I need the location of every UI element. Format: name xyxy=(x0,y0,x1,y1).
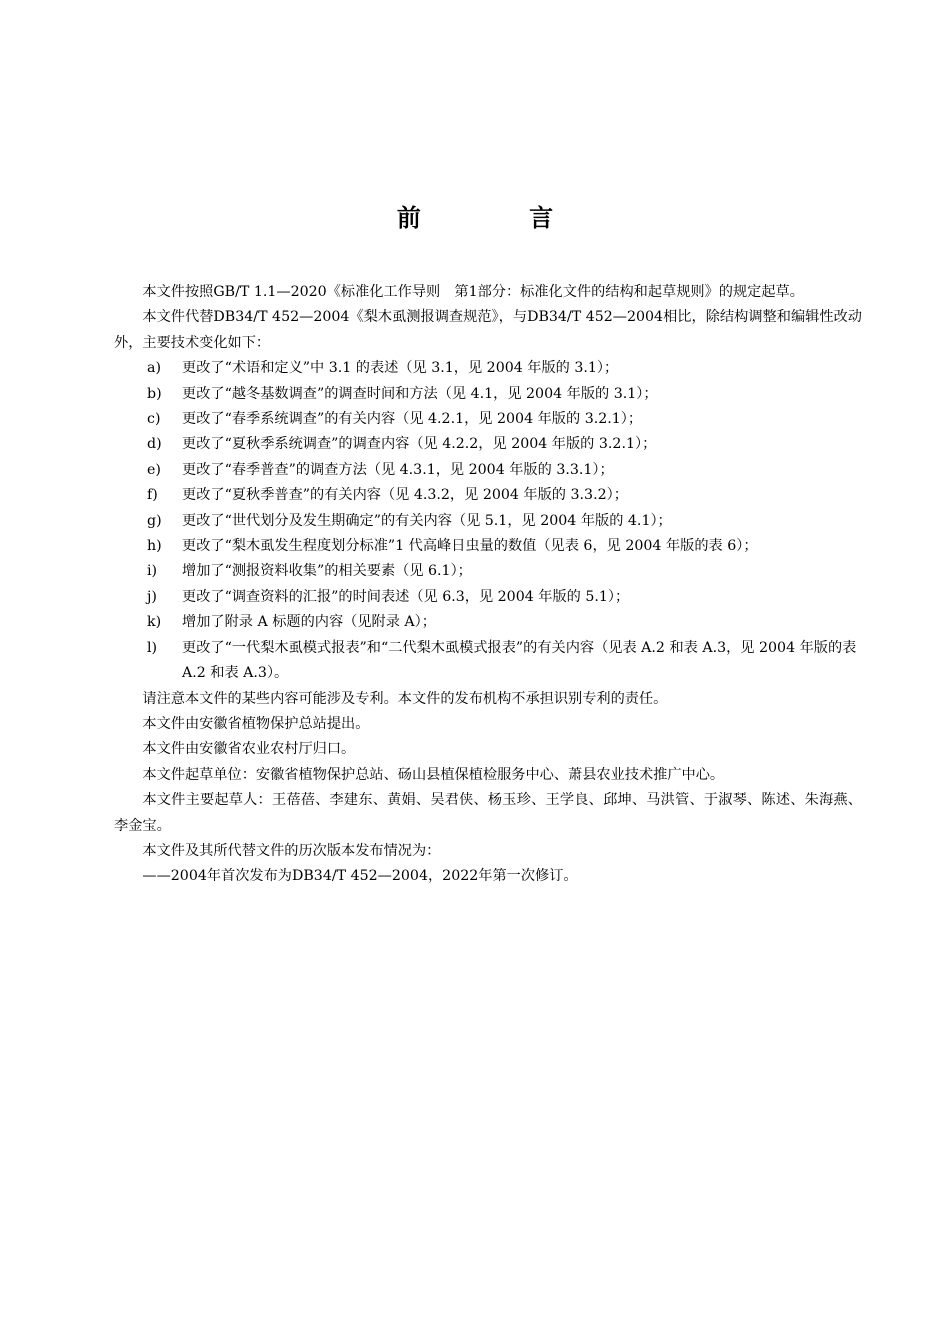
list-item-text: 更改了“夏秋季普查”的有关内容（见 4.3.2，见 2004 年版的 3.3.2）； xyxy=(182,487,628,504)
list-marker: b) xyxy=(147,385,162,402)
closing-paragraph: 请注意本文件的某些内容可能涉及专利。本文件的发布机构不承担识别专利的责任。 xyxy=(142,690,668,707)
closing-paragraph: 本文件起草单位：安徽省植物保护总站、砀山县植保植检服务中心、萧县农业技术推广中心。 xyxy=(142,766,725,783)
closing-paragraph: 本文件及其所代替文件的历次版本发布情况为： xyxy=(142,842,441,859)
list-marker: i) xyxy=(147,563,158,580)
change-list-item xyxy=(114,407,862,432)
list-item-text: 更改了“越冬基数调查”的调查时间和方法（见 4.1，见 2004 年版的 3.1）； xyxy=(182,385,658,402)
closing-paragraph: 本文件由安徽省农业农村厅归口。 xyxy=(142,741,356,758)
intro-paragraph: 本文件按照GB/T 1.1—2020《标准化工作导则 第1部分：标准化文件的结构和起草规则》的规定起草。 xyxy=(142,284,804,300)
list-item-text: 更改了“春季普查”的调查方法（见 4.3.1，见 2004 年版的 3.3.1）； xyxy=(182,461,614,478)
closing-paragraph: 本文件主要起草人：王蓓蓓、李建东、黄娟、吴君侠、杨玉珍、王学良、邱坤、马洪管、于淑琴、陈述、朱海燕、李金宝。 xyxy=(114,792,862,834)
change-list-item xyxy=(114,534,862,559)
list-marker: f) xyxy=(147,487,158,504)
list-marker: l) xyxy=(147,639,158,656)
list-item-text: 增加了附录 A 标题的内容（见附录 A）； xyxy=(182,614,436,631)
change-list-item xyxy=(114,483,862,508)
change-list-item xyxy=(114,610,862,635)
list-item-text: 更改了“一代梨木虱模式报表”和“二代梨木虱模式报表”的有关内容（见表 A.2 和表 A.3，见 2004 年版的表 A.2 和表 A.3）。 xyxy=(182,639,857,682)
change-list-item xyxy=(114,509,862,534)
change-list-item xyxy=(114,559,862,584)
list-marker: e) xyxy=(147,461,161,478)
change-list-item xyxy=(114,382,862,407)
list-item-text: 更改了“夏秋季系统调查”的调查内容（见 4.2.2，见 2004 年版的 3.2.1）； xyxy=(182,436,657,453)
list-marker: k) xyxy=(147,614,162,631)
change-list-item xyxy=(114,585,862,610)
list-marker: c) xyxy=(147,411,161,428)
change-list-item xyxy=(114,432,862,457)
change-list-item xyxy=(114,458,862,483)
change-list-item xyxy=(114,636,862,687)
list-item-text: 更改了“梨木虱发生程度划分标准”1 代高峰日虫量的数值（见表 6，见 2004 年版的表 6）； xyxy=(182,538,758,555)
list-item-text: 更改了“春季系统调查”的有关内容（见 4.2.1，见 2004 年版的 3.2.1）； xyxy=(182,411,643,428)
closing-paragraph: 本文件由安徽省植物保护总站提出。 xyxy=(142,715,370,732)
list-item-text: 更改了“调查资料的汇报”的时间表述（见 6.3，见 2004 年版的 5.1）； xyxy=(182,588,630,605)
list-marker: g) xyxy=(147,512,162,529)
closing-paragraph: ——2004年首次发布为DB34/T 452—2004，2022年第一次修订。 xyxy=(142,868,578,885)
list-marker: a) xyxy=(147,360,161,377)
change-list-item xyxy=(114,356,862,381)
list-item-text: 更改了“术语和定义”中 3.1 的表述（见 3.1，见 2004 年版的 3.1）； xyxy=(182,360,619,377)
list-item-text: 增加了“测报资料收集”的相关要素（见 6.1）； xyxy=(182,563,472,580)
page-title: 前 言 xyxy=(396,204,604,232)
list-marker: h) xyxy=(147,538,162,555)
document-body xyxy=(114,280,862,890)
intro-paragraph: 本文件代替DB34/T 452—2004《梨木虱测报调查规范》，与DB34/T 452—2004相比，除结构调整和编辑性改动外，主要技术变化如下： xyxy=(114,309,862,351)
list-item-text: 更改了“世代划分及发生期确定”的有关内容（见 5.1，见 2004 年版的 4.1）； xyxy=(182,512,672,529)
list-marker: d) xyxy=(147,436,162,453)
list-marker: j) xyxy=(147,588,157,605)
